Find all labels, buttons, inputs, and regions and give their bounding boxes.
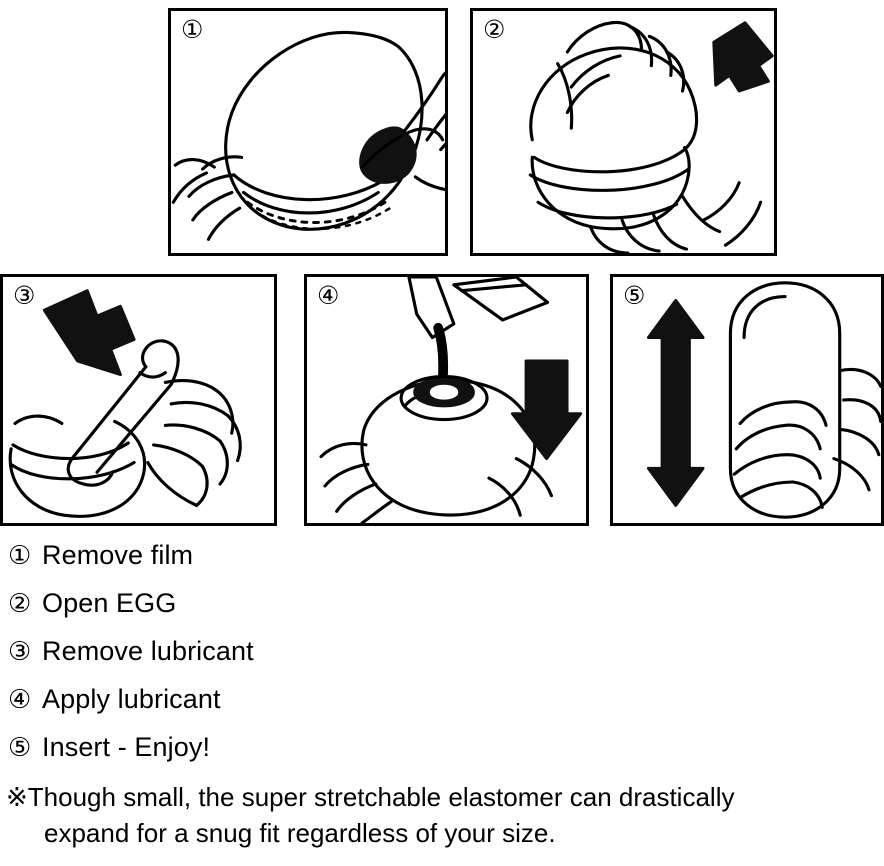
legend-label-4: Apply lubricant	[42, 684, 221, 714]
legend-number-1: ①	[8, 541, 32, 571]
step-illustration-5	[613, 277, 881, 523]
step-number-3: ③	[13, 281, 36, 310]
step-illustration-4	[307, 277, 586, 523]
legend-number-2: ②	[8, 589, 32, 619]
legend-number-4: ④	[8, 685, 32, 715]
footnote-line-2: expand for a snug fit regardless of your size.	[44, 817, 556, 848]
legend-number-5: ⑤	[8, 733, 32, 763]
legend-label-3: Remove lubricant	[42, 636, 254, 666]
legend-number-3: ③	[8, 637, 32, 667]
legend-list	[8, 540, 884, 780]
legend-item-3	[8, 636, 884, 684]
step-illustration-2	[473, 11, 774, 253]
step-panel-4	[304, 274, 589, 526]
legend-item-2	[8, 588, 884, 636]
legend-item-5	[8, 732, 884, 780]
step-illustration-1	[171, 11, 445, 253]
step-number-5: ⑤	[623, 281, 646, 310]
legend-label-5: Insert - Enjoy!	[42, 732, 211, 762]
step-number-1: ①	[181, 15, 204, 44]
footnote-line-1: Though small, the super stretchable elastomer can drastically	[27, 782, 735, 812]
step-panel-5	[610, 274, 884, 526]
step-number-4: ④	[317, 281, 340, 310]
step-illustration-3	[3, 277, 274, 523]
footnote	[6, 780, 882, 851]
step-panel-2	[470, 8, 777, 256]
footnote-mark: ※	[6, 783, 28, 813]
step-panel-1	[168, 8, 448, 256]
legend-item-1	[8, 540, 884, 588]
step-panel-3	[0, 274, 277, 526]
step-number-2: ②	[483, 15, 506, 44]
legend-label-1: Remove film	[42, 540, 194, 570]
legend-item-4	[8, 684, 884, 732]
legend-label-2: Open EGG	[42, 588, 177, 618]
